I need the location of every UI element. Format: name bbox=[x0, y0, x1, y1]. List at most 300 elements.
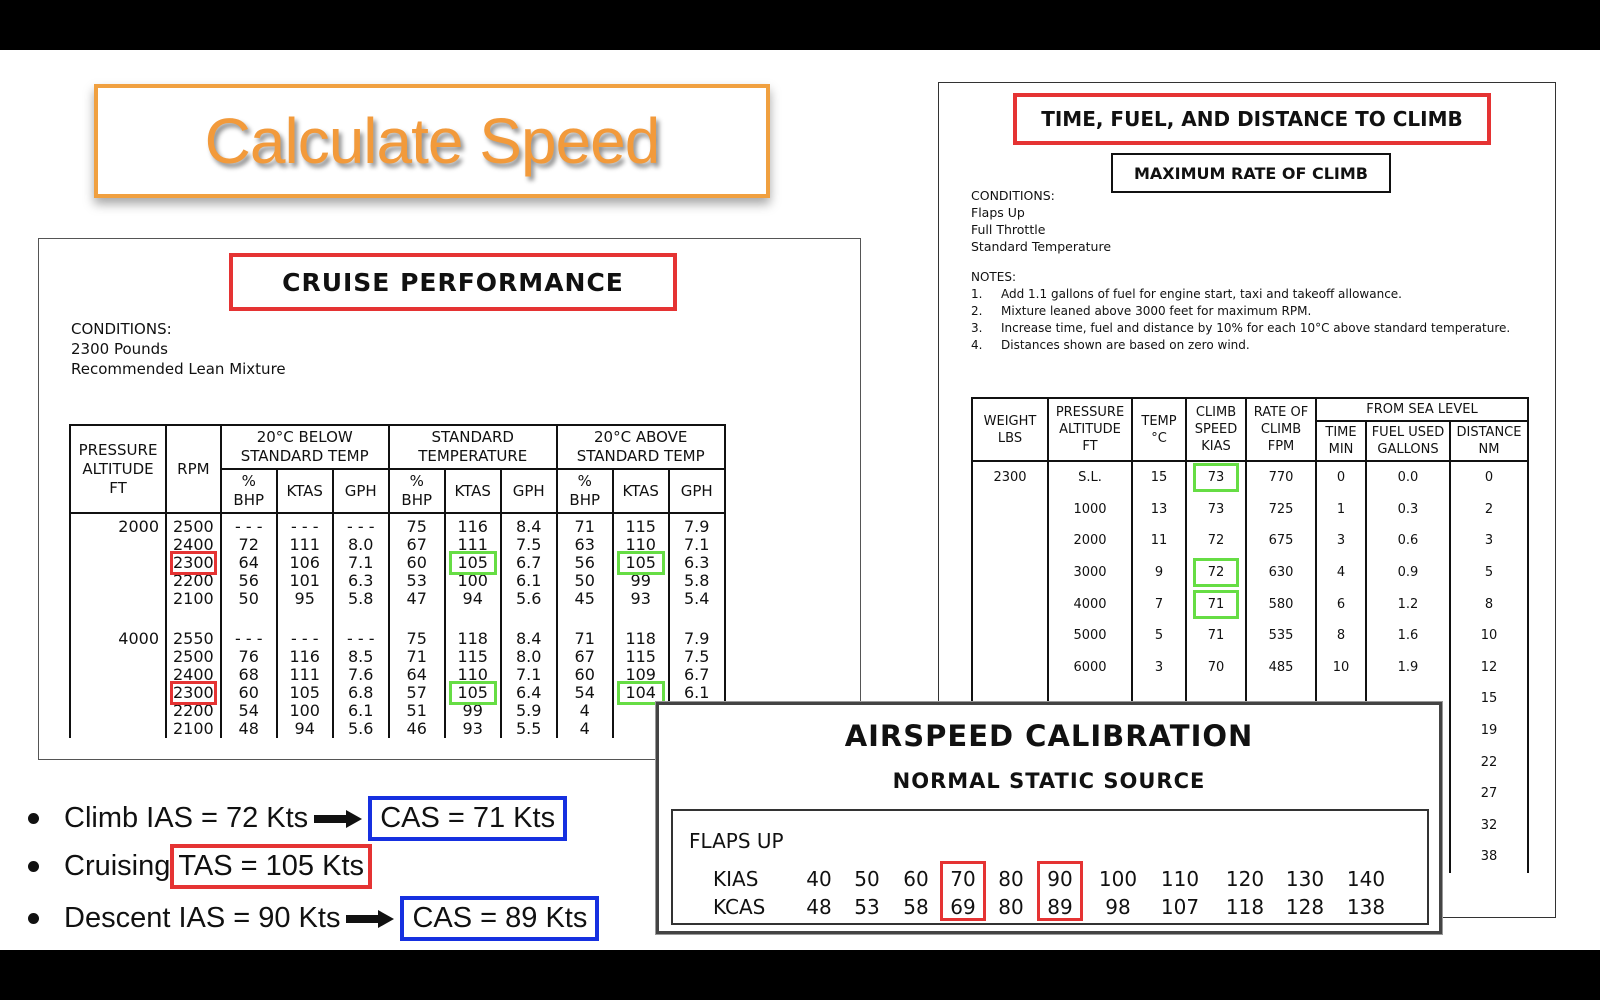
kias-value: 40 bbox=[806, 867, 832, 891]
climb-cell-time bbox=[1316, 588, 1366, 620]
climb-cell-alt bbox=[1048, 557, 1132, 589]
cell-value: 6 bbox=[1336, 596, 1346, 612]
climb-cell-temp bbox=[1132, 588, 1186, 620]
climb-cell-kias bbox=[1186, 588, 1246, 620]
header-line: 20°C BELOW bbox=[256, 428, 353, 446]
table-cell: 4000 bbox=[118, 629, 159, 648]
header-line: WEIGHT bbox=[983, 413, 1037, 429]
cell-value: 630 bbox=[1268, 565, 1294, 581]
table-cell: 101 bbox=[289, 571, 320, 590]
bullet-text: Descent IAS = 90 Kts bbox=[64, 902, 341, 934]
table-cell: 2400 bbox=[173, 535, 214, 554]
header-line: LBS bbox=[997, 430, 1023, 446]
cruise-col-a-bhp bbox=[557, 513, 613, 738]
cell-value: 1000 bbox=[1073, 501, 1107, 517]
header-line: 20°C ABOVE bbox=[594, 428, 688, 446]
cell-value: 7 bbox=[1154, 596, 1164, 612]
climb-cell-fpm bbox=[1246, 620, 1316, 652]
climb-row bbox=[972, 652, 1528, 684]
table-cell: 8.0 bbox=[347, 535, 374, 554]
kias-value: 110 bbox=[1160, 867, 1200, 891]
header-ktas: KTAS bbox=[277, 469, 333, 513]
kias-value: 90 bbox=[1047, 867, 1073, 891]
kcas-value: 138 bbox=[1346, 895, 1386, 919]
note-item bbox=[971, 303, 1510, 320]
bullet-dot bbox=[28, 861, 39, 872]
climb-cell-fuel bbox=[1366, 525, 1450, 557]
kcas-value: 69 bbox=[950, 895, 976, 919]
header-line: FPM bbox=[1267, 439, 1295, 454]
cell-value: 72 bbox=[1193, 558, 1240, 587]
climb-cell-dist bbox=[1450, 588, 1528, 620]
climb-notes bbox=[971, 269, 1510, 354]
table-cell: 5.8 bbox=[347, 589, 374, 608]
kias-value: 60 bbox=[903, 867, 929, 891]
climb-condition-line: Flaps Up bbox=[971, 205, 1025, 220]
table-cell: 56 bbox=[574, 553, 595, 572]
cell-value: S.L. bbox=[1078, 470, 1102, 486]
table-cell: 4 bbox=[579, 701, 590, 720]
table-cell: 115 bbox=[625, 647, 656, 666]
climb-subtitle: MAXIMUM RATE OF CLIMB bbox=[1111, 153, 1391, 193]
climb-cell-alt bbox=[1048, 461, 1132, 494]
cell-value: 38 bbox=[1480, 849, 1498, 865]
climb-cell-dist bbox=[1450, 683, 1528, 715]
cell-value: 2 bbox=[1484, 501, 1494, 517]
table-cell: 76 bbox=[238, 647, 259, 666]
cruise-col-b-bhp bbox=[221, 513, 277, 738]
bullet-text: Climb IAS = 72 Kts bbox=[64, 802, 309, 834]
note-number: 1. bbox=[971, 287, 983, 301]
table-cell: 7.9 bbox=[683, 629, 710, 648]
climb-cell-alt bbox=[1048, 620, 1132, 652]
cell-value: 15 bbox=[1480, 691, 1498, 707]
table-cell: 7.1 bbox=[683, 535, 710, 554]
cruise-col-s-bhp bbox=[389, 513, 445, 738]
table-cell bbox=[77, 590, 159, 608]
kcas-label: KCAS bbox=[713, 895, 766, 919]
climb-cell-fuel bbox=[1366, 588, 1450, 620]
bullet-result-box: TAS = 105 Kts bbox=[170, 844, 372, 889]
climb-cell-kias bbox=[1186, 461, 1246, 494]
cell-value: 73 bbox=[1193, 463, 1240, 492]
group-gap bbox=[340, 608, 382, 630]
cell-value: 580 bbox=[1268, 596, 1294, 612]
table-cell: 2100 bbox=[173, 719, 214, 738]
table-cell: 111 bbox=[457, 535, 488, 554]
cell-value: 5 bbox=[1484, 565, 1494, 581]
cruise-data-row bbox=[70, 513, 725, 738]
highlight-box bbox=[940, 861, 986, 921]
kias-value: 100 bbox=[1098, 867, 1138, 891]
highlight-box bbox=[1037, 861, 1083, 921]
cell-value: 535 bbox=[1268, 628, 1294, 644]
header-fuel bbox=[1366, 421, 1450, 461]
cell-value: 8 bbox=[1336, 628, 1346, 644]
weight-cell bbox=[972, 525, 1048, 557]
group-gap bbox=[228, 608, 270, 630]
table-cell bbox=[77, 554, 159, 572]
cell-value: 71 bbox=[1193, 590, 1240, 619]
cell-value: 27 bbox=[1480, 786, 1498, 802]
header-line: STANDARD bbox=[431, 428, 514, 446]
table-cell: 111 bbox=[289, 535, 320, 554]
table-cell: 2550 bbox=[173, 629, 214, 648]
table-cell: 75 bbox=[406, 517, 427, 536]
cell-value: 12 bbox=[1480, 659, 1498, 675]
climb-cell-temp bbox=[1132, 557, 1186, 589]
table-cell: 45 bbox=[574, 589, 595, 608]
header-line: FT bbox=[109, 478, 127, 497]
table-cell: 6.1 bbox=[683, 683, 710, 702]
header-rate-of-climb bbox=[1246, 398, 1316, 461]
cell-value: 485 bbox=[1268, 659, 1294, 675]
table-cell: 7.5 bbox=[683, 647, 710, 666]
group-gap bbox=[77, 608, 159, 630]
weight-cell bbox=[972, 652, 1048, 684]
climb-cell-temp bbox=[1132, 494, 1186, 526]
header-line: BHP bbox=[401, 491, 433, 509]
header-line: PRESSURE bbox=[78, 440, 158, 459]
note-number: 3. bbox=[971, 321, 983, 335]
header-standard bbox=[389, 425, 557, 469]
climb-cell-fuel bbox=[1366, 461, 1450, 494]
table-cell: 2500 bbox=[173, 517, 214, 536]
cell-value: 11 bbox=[1150, 533, 1168, 549]
climb-cell-fuel bbox=[1366, 652, 1450, 684]
header-ktas: KTAS bbox=[613, 469, 669, 513]
bottom-black-bar bbox=[0, 950, 1600, 1000]
header-line: BHP bbox=[569, 491, 601, 509]
climb-cell-fpm bbox=[1246, 588, 1316, 620]
cruise-col-alt bbox=[70, 513, 166, 738]
bullet-climb bbox=[28, 796, 567, 841]
cell-value: 3 bbox=[1336, 533, 1346, 549]
note-item bbox=[971, 337, 1510, 354]
table-cell: 104 bbox=[620, 684, 662, 702]
table-cell: 93 bbox=[462, 719, 483, 738]
climb-cell-dist bbox=[1450, 652, 1528, 684]
bullet-dot bbox=[28, 813, 39, 824]
airspeed-table bbox=[671, 809, 1429, 925]
table-cell: 105 bbox=[620, 554, 662, 572]
climb-cell-fuel bbox=[1366, 557, 1450, 589]
table-cell: 50 bbox=[574, 571, 595, 590]
kcas-value: 98 bbox=[1105, 895, 1131, 919]
table-cell: 51 bbox=[406, 701, 427, 720]
climb-cell-dist bbox=[1450, 841, 1528, 873]
table-cell: 8.0 bbox=[515, 647, 542, 666]
table-cell: - - - bbox=[346, 517, 375, 536]
table-cell: 71 bbox=[574, 629, 595, 648]
header-line: CLIMB bbox=[1195, 405, 1237, 420]
table-cell: 60 bbox=[406, 553, 427, 572]
cell-value: 1 bbox=[1336, 501, 1346, 517]
climb-condition-line: CONDITIONS: bbox=[971, 188, 1055, 203]
cell-value: 0.0 bbox=[1397, 470, 1419, 486]
bullet-result-box: CAS = 89 Kts bbox=[400, 896, 599, 941]
table-cell bbox=[77, 648, 159, 666]
cruise-condition-line: Recommended Lean Mixture bbox=[71, 360, 286, 378]
header-line: NM bbox=[1478, 442, 1500, 457]
header-line: DISTANCE bbox=[1456, 425, 1522, 440]
climb-cell-dist bbox=[1450, 810, 1528, 842]
cell-value: 3 bbox=[1154, 659, 1164, 675]
table-cell: 72 bbox=[238, 535, 259, 554]
header-line: RATE OF bbox=[1253, 405, 1309, 420]
header-line: PRESSURE bbox=[1055, 405, 1125, 420]
table-cell: 6.4 bbox=[515, 683, 542, 702]
climb-cell-dist bbox=[1450, 778, 1528, 810]
header-time bbox=[1316, 421, 1366, 461]
cell-value: 9 bbox=[1154, 565, 1164, 581]
table-cell: 7.5 bbox=[515, 535, 542, 554]
table-cell: 67 bbox=[574, 647, 595, 666]
climb-cell-temp bbox=[1132, 461, 1186, 494]
cell-value: 73 bbox=[1207, 501, 1225, 517]
cruise-table bbox=[69, 424, 726, 738]
climb-cell-kias bbox=[1186, 494, 1246, 526]
table-cell: 99 bbox=[630, 571, 651, 590]
table-cell: 100 bbox=[457, 571, 488, 590]
kcas-value: 58 bbox=[903, 895, 929, 919]
cell-value: 22 bbox=[1480, 754, 1498, 770]
header-above-standard bbox=[557, 425, 725, 469]
climb-cell-time bbox=[1316, 652, 1366, 684]
header-line: % bbox=[409, 472, 424, 490]
kias-value: 50 bbox=[854, 867, 880, 891]
table-cell: 94 bbox=[294, 719, 315, 738]
header-distance bbox=[1450, 421, 1528, 461]
header-climb-speed bbox=[1186, 398, 1246, 461]
note-text: Add 1.1 gallons of fuel for engine start, taxi and takeoff allowance. bbox=[1001, 287, 1402, 301]
page-title: Calculate Speed bbox=[204, 105, 660, 177]
kcas-value: 48 bbox=[806, 895, 832, 919]
cell-value: 4000 bbox=[1073, 596, 1107, 612]
kias-value: 130 bbox=[1285, 867, 1325, 891]
table-cell: 118 bbox=[457, 629, 488, 648]
table-cell: 2300 bbox=[173, 553, 214, 572]
climb-cell-alt bbox=[1048, 525, 1132, 557]
climb-cell-alt bbox=[1048, 588, 1132, 620]
climb-cell-time bbox=[1316, 620, 1366, 652]
bullet-cruise bbox=[28, 844, 372, 889]
cell-value: 32 bbox=[1480, 817, 1498, 833]
climb-cell-alt bbox=[1048, 494, 1132, 526]
cell-value: 6000 bbox=[1073, 659, 1107, 675]
header-from-sea-level: FROM SEA LEVEL bbox=[1316, 398, 1528, 421]
cruise-performance-panel bbox=[38, 238, 861, 760]
cruise-col-rpm bbox=[166, 513, 221, 738]
cell-value: 10 bbox=[1480, 628, 1498, 644]
climb-cell-time bbox=[1316, 461, 1366, 494]
cell-value: 72 bbox=[1207, 533, 1225, 549]
table-cell: - - - bbox=[234, 517, 263, 536]
weight-cell bbox=[972, 588, 1048, 620]
table-cell: 48 bbox=[238, 719, 259, 738]
cell-value: 0.3 bbox=[1397, 501, 1419, 517]
table-cell: 105 bbox=[452, 684, 494, 702]
weight-cell bbox=[972, 557, 1048, 589]
header-line: KIAS bbox=[1201, 439, 1231, 454]
table-cell: 6.3 bbox=[347, 571, 374, 590]
table-cell: 50 bbox=[238, 589, 259, 608]
table-cell: 8.4 bbox=[515, 517, 542, 536]
climb-cell-kias bbox=[1186, 652, 1246, 684]
climb-cell-dist bbox=[1450, 557, 1528, 589]
table-cell: 2000 bbox=[118, 517, 159, 536]
header-line: FUEL USED bbox=[1371, 425, 1445, 440]
header-line: SPEED bbox=[1194, 422, 1238, 437]
table-cell: 64 bbox=[406, 665, 427, 684]
cell-value: 0 bbox=[1484, 470, 1494, 486]
cell-value: 10 bbox=[1332, 659, 1350, 675]
table-cell: - - - bbox=[234, 629, 263, 648]
table-cell: 7.1 bbox=[347, 553, 374, 572]
climb-cell-kias bbox=[1186, 525, 1246, 557]
cell-value: 0 bbox=[1336, 470, 1346, 486]
cell-value: 15 bbox=[1150, 470, 1168, 486]
airspeed-calibration-panel bbox=[656, 702, 1442, 934]
bullet-dot bbox=[28, 913, 39, 924]
climb-cell-fpm bbox=[1246, 494, 1316, 526]
note-number: 4. bbox=[971, 338, 983, 352]
airspeed-subtitle: NORMAL STATIC SOURCE bbox=[892, 769, 1206, 793]
header-line: FT bbox=[1082, 439, 1098, 454]
table-cell: 56 bbox=[238, 571, 259, 590]
table-cell: 2100 bbox=[173, 589, 214, 608]
table-cell: 2200 bbox=[173, 701, 214, 720]
kias-value: 80 bbox=[998, 867, 1024, 891]
group-gap bbox=[396, 608, 438, 630]
header-weight bbox=[972, 398, 1048, 461]
table-cell: 105 bbox=[452, 554, 494, 572]
climb-row bbox=[972, 588, 1528, 620]
header-bhp bbox=[389, 469, 445, 513]
header-below-standard bbox=[221, 425, 389, 469]
table-cell: 100 bbox=[289, 701, 320, 720]
cruise-col-b-ktas bbox=[277, 513, 333, 738]
climb-cell-time bbox=[1316, 494, 1366, 526]
cruise-condition-line: CONDITIONS: bbox=[71, 320, 172, 338]
table-cell: 115 bbox=[625, 517, 656, 536]
table-cell bbox=[77, 720, 159, 738]
table-cell: 116 bbox=[289, 647, 320, 666]
weight-cell bbox=[972, 620, 1048, 652]
climb-row bbox=[972, 525, 1528, 557]
kcas-value: 89 bbox=[1047, 895, 1073, 919]
cell-value: 1.6 bbox=[1397, 628, 1419, 644]
climb-cell-alt bbox=[1048, 652, 1132, 684]
climb-cell-fpm bbox=[1246, 652, 1316, 684]
table-cell: 5.6 bbox=[515, 589, 542, 608]
table-cell: 95 bbox=[294, 589, 315, 608]
kias-label: KIAS bbox=[713, 867, 759, 891]
note-item bbox=[971, 286, 1510, 303]
table-cell: 94 bbox=[462, 589, 483, 608]
table-cell bbox=[77, 684, 159, 702]
table-cell: - - - bbox=[290, 629, 319, 648]
table-cell: 106 bbox=[289, 553, 320, 572]
table-cell: 57 bbox=[406, 683, 427, 702]
weight-cell: 2300 bbox=[972, 461, 1048, 494]
kias-value: 140 bbox=[1346, 867, 1386, 891]
table-cell: 5.4 bbox=[683, 589, 710, 608]
table-cell: 2300 bbox=[173, 683, 214, 702]
table-cell: 99 bbox=[462, 701, 483, 720]
airspeed-title: AIRSPEED CALIBRATION bbox=[844, 719, 1254, 753]
table-cell: 5.5 bbox=[515, 719, 542, 738]
climb-cell-dist bbox=[1450, 715, 1528, 747]
table-cell: - - - bbox=[346, 629, 375, 648]
group-gap bbox=[508, 608, 550, 630]
header-line: CLIMB bbox=[1260, 422, 1302, 437]
climb-row bbox=[972, 557, 1528, 589]
cell-value: 70 bbox=[1207, 659, 1225, 675]
header-temp bbox=[1132, 398, 1186, 461]
climb-conditions bbox=[971, 187, 1111, 255]
header-pressure-altitude bbox=[1048, 398, 1132, 461]
table-cell: 6.1 bbox=[515, 571, 542, 590]
cell-value: 3 bbox=[1484, 533, 1494, 549]
header-line: % bbox=[241, 472, 256, 490]
bullet-descent bbox=[28, 896, 599, 941]
climb-cell-fpm bbox=[1246, 557, 1316, 589]
table-cell: 105 bbox=[289, 683, 320, 702]
climb-cell-kias bbox=[1186, 620, 1246, 652]
cruise-title: CRUISE PERFORMANCE bbox=[229, 253, 677, 311]
climb-cell-temp bbox=[1132, 525, 1186, 557]
table-cell: 116 bbox=[457, 517, 488, 536]
cell-value: 1.2 bbox=[1397, 596, 1419, 612]
climb-cell-dist bbox=[1450, 494, 1528, 526]
header-line: GALLONS bbox=[1377, 442, 1439, 457]
header-rpm: RPM bbox=[166, 425, 221, 513]
cell-value: 19 bbox=[1480, 723, 1498, 739]
note-item bbox=[971, 320, 1510, 337]
cell-value: 5 bbox=[1154, 628, 1164, 644]
table-cell: 67 bbox=[406, 535, 427, 554]
table-cell: 6.8 bbox=[347, 683, 374, 702]
header-line: BHP bbox=[233, 491, 265, 509]
header-gph: GPH bbox=[333, 469, 389, 513]
table-cell: 54 bbox=[574, 683, 595, 702]
header-bhp bbox=[557, 469, 613, 513]
table-cell: 2500 bbox=[173, 647, 214, 666]
header-line: MIN bbox=[1328, 442, 1354, 457]
group-gap bbox=[676, 608, 718, 630]
cell-value: 71 bbox=[1207, 628, 1225, 644]
note-text: Mixture leaned above 3000 feet for maximum RPM. bbox=[1001, 304, 1312, 318]
table-cell bbox=[77, 572, 159, 590]
table-cell: 71 bbox=[574, 517, 595, 536]
table-cell: 64 bbox=[238, 553, 259, 572]
cell-value: 5000 bbox=[1073, 628, 1107, 644]
table-cell: 2400 bbox=[173, 665, 214, 684]
header-line: °C bbox=[1151, 430, 1167, 446]
cell-value: 770 bbox=[1268, 470, 1294, 486]
group-gap bbox=[620, 608, 662, 630]
climb-row bbox=[972, 461, 1528, 494]
climb-row bbox=[972, 620, 1528, 652]
climb-cell-dist bbox=[1450, 620, 1528, 652]
cell-value: 0.6 bbox=[1397, 533, 1419, 549]
header-line: ALTITUDE bbox=[1059, 422, 1121, 437]
table-cell: 6.1 bbox=[347, 701, 374, 720]
table-cell: 7.1 bbox=[515, 665, 542, 684]
kcas-value: 80 bbox=[998, 895, 1024, 919]
cell-value: 675 bbox=[1268, 533, 1294, 549]
